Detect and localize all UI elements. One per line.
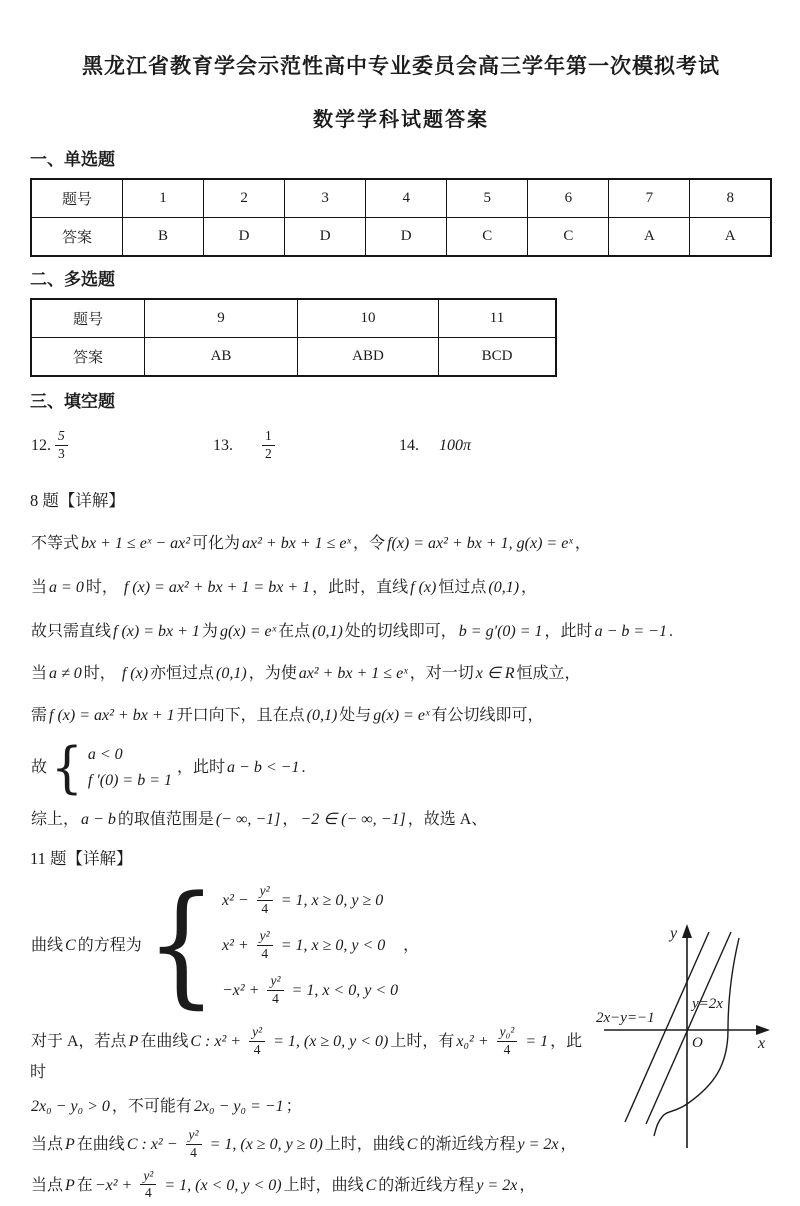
text-run: ， [521, 579, 538, 596]
question-number-cell: 2 [204, 179, 285, 218]
fraction-part: y₀² [497, 1024, 518, 1042]
line-2x-minus-y-label: 2x−y=−1 [596, 1010, 655, 1026]
math-run: 2x₀ − y₀ > 0 [31, 1097, 110, 1115]
math-run: f (x) [121, 665, 149, 682]
answer-cell: C [447, 218, 528, 257]
line-y-equals-2x-label: y=2x [692, 996, 723, 1012]
fraction-part: 4 [144, 1185, 152, 1201]
text-run: ，故选 A、 [407, 811, 488, 828]
math-run: C : x² − [126, 1135, 182, 1153]
brace-glyph: { [145, 868, 217, 1023]
text-run: ， [282, 811, 299, 828]
question-13-label: 13. [213, 437, 233, 454]
fraction [249, 1024, 265, 1059]
text-run: 恒过点 [438, 579, 487, 596]
text-run: 的渐近线方程 [419, 1135, 516, 1153]
answer-cell: A [609, 218, 690, 257]
fraction-part: y² [257, 928, 273, 946]
solution-8-line-2 [30, 575, 772, 601]
solution-8-line-3 [30, 619, 772, 645]
text-run: 上时，有 [390, 1033, 455, 1051]
math-run: x² − [221, 892, 253, 909]
math-run: = 1, x ≥ 0, y ≥ 0 [276, 892, 384, 909]
question-number-cell: 1 [123, 179, 204, 218]
answer-cell: D [204, 218, 285, 257]
answer-cell: D [366, 218, 447, 257]
line-2x-minus-y-equals-minus-1 [625, 932, 709, 1122]
y-axis-label: y [670, 925, 678, 942]
math-run: g(x) = eˣ [219, 623, 277, 640]
text-run: 在曲线 [76, 1135, 125, 1153]
text-run: 当点 [31, 1176, 64, 1194]
text-run: ， [574, 535, 591, 552]
math-run: P [65, 1135, 75, 1153]
text-run: 当点 [31, 1135, 64, 1153]
text-run: 故只需直线 [31, 623, 112, 640]
math-run: a − b = −1 [594, 623, 667, 640]
text-run: 时， [85, 579, 122, 596]
math-run: C : x² + [190, 1033, 246, 1051]
text-run: 需 [31, 707, 48, 724]
equation-row [221, 924, 399, 969]
fraction-part: y² [257, 883, 273, 901]
question-14-label: 14. [399, 437, 419, 454]
text-run: 上时，曲线 [324, 1135, 405, 1153]
math-run: −2 ∈ (− ∞, −1] [300, 811, 406, 828]
document-subtitle: 数学学科试题答案 [313, 109, 489, 131]
solution-11-heading: 11 题【详解】 [30, 849, 133, 868]
document-title: 黑龙江省教育学会示范性高中专业委员会高三学年第一次模拟考试 [82, 54, 720, 78]
fraction-part: 4 [503, 1041, 511, 1057]
equation-row [221, 879, 399, 924]
row-label-cell: 答案 [31, 338, 145, 377]
text-run: 的取值范围是 [117, 811, 214, 828]
text-run: ，令 [353, 535, 386, 552]
coordinate-plane-graph [580, 918, 800, 1162]
math-run: (0,1) [216, 665, 247, 682]
math-run: C [65, 937, 76, 954]
math-run: ax² + bx + 1 ≤ eˣ [242, 535, 352, 552]
equation-row [221, 969, 399, 1014]
math-run: a = 0 [49, 579, 84, 596]
answer-cell: C [528, 218, 609, 257]
math-run: x ∈ R [475, 665, 515, 682]
question-number-cell: 7 [609, 179, 690, 218]
text-run: 的方程为 [77, 937, 142, 954]
answer-cell: D [285, 218, 366, 257]
math-run: P [128, 1033, 139, 1051]
math-run: x² + [221, 937, 253, 954]
fraction-part: 4 [272, 990, 279, 1006]
text-run: 开口向下，且在点 [176, 707, 305, 724]
origin-label: O [692, 1035, 703, 1051]
math-run: y = 2x [517, 1135, 559, 1153]
answer-13-fraction: $\frac{1}{2}$ [262, 428, 275, 463]
text-run: 亦恒过点 [150, 665, 215, 682]
solution-8-line-5 [30, 703, 772, 729]
brace-glyph: { [51, 736, 83, 800]
fraction [497, 1024, 518, 1059]
math-run: f(x) = ax² + bx + 1, g(x) = eˣ [387, 535, 573, 552]
text-run: 为 [201, 623, 218, 640]
fill-answer-13 [212, 421, 278, 471]
math-run: = 1, x ≥ 0, y < 0 [276, 937, 386, 954]
text-run: 在点 [278, 623, 311, 640]
math-run: C [406, 1135, 418, 1153]
math-run: f (x) [410, 579, 437, 596]
fraction-part: 4 [253, 1041, 261, 1057]
single-choice-answer-table [30, 178, 772, 257]
math-run: = 1, (x ≥ 0, y < 0) [269, 1033, 389, 1051]
math-run: = 1, x < 0, y < 0 [287, 982, 399, 999]
y-axis-arrow-icon [682, 924, 692, 938]
math-run: ax² + bx + 1 ≤ eˣ [298, 665, 408, 682]
section-heading-multi-choice: 二、多选题 [30, 270, 115, 289]
question-number-cell: 3 [285, 179, 366, 218]
math-run: a − b < −1 [227, 759, 300, 776]
multi-choice-answer-table [30, 298, 557, 377]
equation-system-rows [221, 879, 399, 1014]
section-heading-single-choice: 一、单选题 [30, 150, 115, 169]
fill-in-answers-row [30, 421, 772, 471]
question-12-label: 12. [31, 437, 51, 454]
equation-system [51, 736, 173, 800]
solution-11-line-b [30, 1094, 590, 1120]
fraction [140, 1168, 156, 1203]
answer-12-fraction: $\frac{5}{3}$ [55, 428, 68, 463]
text-run: 处的切线即可， [344, 623, 457, 640]
solution-8-line-7 [30, 807, 772, 833]
math-run: 2x₀ − y₀ = −1 [193, 1097, 284, 1115]
question-number-cell: 5 [447, 179, 528, 218]
text-run: ， [403, 937, 420, 954]
text-run: 对于 A，若点 [31, 1033, 127, 1051]
fraction-part: 4 [261, 900, 269, 916]
fraction [267, 973, 283, 1008]
text-run: 当 [31, 665, 48, 682]
math-run: = 1, (x < 0, y < 0) [160, 1176, 282, 1194]
math-run: a ≠ 0 [49, 665, 82, 682]
curve-c-figure [580, 918, 800, 1162]
math-run: bx + 1 ≤ eˣ − ax² [81, 535, 191, 552]
text-run: 故 [31, 759, 48, 776]
text-run: ； [285, 1097, 302, 1115]
fraction-part: y² [186, 1127, 202, 1145]
answer-cell: B [123, 218, 204, 257]
math-run: −x² + [94, 1176, 137, 1194]
math-run: a − b [81, 811, 116, 828]
text-run: 在曲线 [140, 1033, 189, 1051]
text-run: ，此时，直线 [312, 579, 409, 596]
fill-answer-14 [398, 421, 472, 471]
question-number-cell: 9 [145, 299, 298, 338]
row-label-cell: 题号 [31, 179, 123, 218]
fraction [257, 928, 273, 963]
text-run: ，为使 [248, 665, 297, 682]
math-run: b = g′(0) = 1 [458, 623, 543, 640]
math-run: C [365, 1176, 377, 1194]
answer-cell: ABD [298, 338, 439, 377]
math-run: = 1 [521, 1033, 549, 1051]
text-run: ，此时 [177, 759, 226, 776]
fraction-part: y² [140, 1168, 156, 1186]
math-run: (0,1) [306, 707, 338, 724]
math-run: f (x) = bx + 1 [113, 623, 200, 640]
solution-8-line-6 [30, 736, 772, 800]
row-label-cell: 题号 [31, 299, 145, 338]
fill-answer-12 [30, 421, 71, 471]
text-run: 综上， [31, 811, 80, 828]
text-run: 上时，曲线 [283, 1176, 364, 1194]
text-run: 当 [31, 579, 48, 596]
solution-8-line-1 [30, 531, 772, 557]
text-run: 可化为 [192, 535, 241, 552]
row-label-cell: 答案 [31, 218, 123, 257]
question-number-cell: 8 [690, 179, 771, 218]
math-run: y = 2x [476, 1176, 518, 1194]
fraction [186, 1127, 202, 1162]
x-axis-arrow-icon [756, 1025, 770, 1035]
text-run: 不等式 [31, 535, 80, 552]
text-run: 在 [76, 1176, 93, 1194]
text-run: ，此时 [544, 623, 593, 640]
text-run: 的渐近线方程 [378, 1176, 475, 1194]
math-run: P [65, 1176, 75, 1194]
math-run: a < 0 [87, 746, 123, 763]
x-axis-label: x [758, 1035, 766, 1052]
text-run: ， [519, 1176, 536, 1194]
math-run: = 1, (x ≥ 0, y ≥ 0) [205, 1135, 323, 1153]
fraction [257, 883, 273, 918]
solution-11-line-a [30, 1025, 590, 1086]
section-heading-fill-in: 三、填空题 [30, 392, 115, 411]
math-run: (0,1) [488, 579, 520, 596]
answer-cell: AB [145, 338, 298, 377]
math-run: f (x) = ax² + bx + 1 = bx + 1 [123, 579, 311, 596]
answer-cell: BCD [439, 338, 557, 377]
equation-row [87, 768, 173, 794]
fraction-part: 4 [261, 945, 269, 961]
question-number-cell: 11 [439, 299, 557, 338]
text-run: ，此时 [30, 1033, 583, 1081]
solution-8-heading: 8 题【详解】 [30, 491, 125, 510]
text-run: ， [560, 1135, 577, 1153]
math-run: f (x) = ax² + bx + 1 [49, 707, 175, 724]
math-run: g(x) = eˣ [373, 707, 430, 724]
text-run: 有公切线即可， [431, 707, 544, 724]
text-run: 恒成立， [516, 665, 581, 682]
equation-system [145, 868, 399, 1023]
fraction-part: y² [267, 973, 283, 991]
equation-row [87, 742, 173, 768]
text-run: 处与 [339, 707, 372, 724]
question-number-cell: 6 [528, 179, 609, 218]
solution-8-line-4 [30, 661, 772, 687]
solution-11-line-c [30, 1128, 590, 1163]
math-run: −x² + [221, 982, 264, 999]
text-run: 时， [83, 665, 120, 682]
fraction-part: 4 [190, 1144, 197, 1160]
text-run: ，不可能有 [111, 1097, 192, 1115]
question-number-cell: 4 [366, 179, 447, 218]
math-run: (0,1) [312, 623, 343, 640]
math-run: (− ∞, −1] [215, 811, 281, 828]
text-run: ，对一切 [409, 665, 474, 682]
line-y-equals-2x [646, 932, 731, 1124]
math-run: f ′(0) = b = 1 [87, 772, 173, 789]
answer-14-value: 100π [439, 437, 472, 454]
fraction-part: y² [249, 1024, 265, 1042]
equation-system-rows [87, 742, 173, 794]
text-run: . [668, 623, 673, 640]
solution-11-line-d [30, 1169, 590, 1204]
answer-cell: A [690, 218, 771, 257]
text-run: 曲线 [31, 937, 64, 954]
question-number-cell: 10 [298, 299, 439, 338]
math-run: x₀² + [456, 1033, 493, 1051]
text-run: . [301, 759, 306, 776]
